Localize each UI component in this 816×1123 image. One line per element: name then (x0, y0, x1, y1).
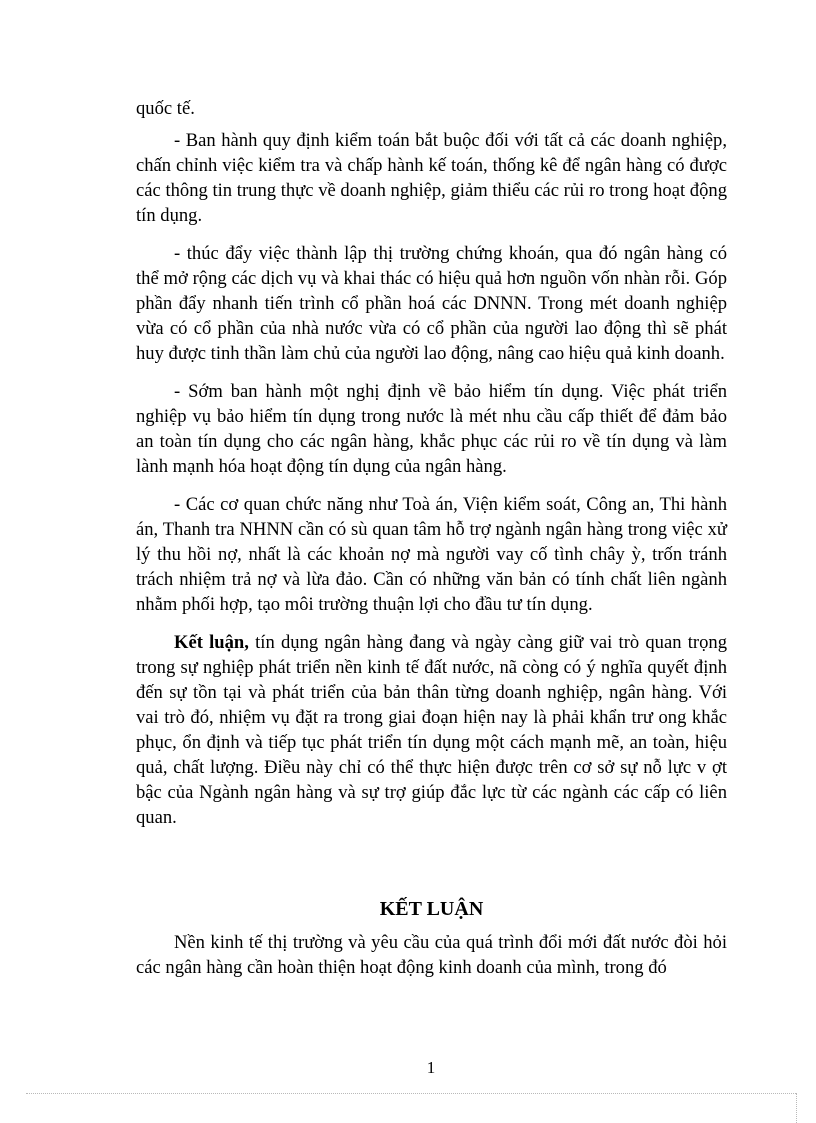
paragraph-final: Nền kinh tế thị trường và yêu cầu của quá trình đổi mới đất nước đòi hỏi các ngân hàng cần hoàn thiện hoạt động kinh doanh của mình, trong đó (136, 932, 727, 978)
section-title: KẾT LUẬN (379, 898, 484, 920)
paragraph-conclusion (136, 630, 727, 830)
continued-line: quốc tế. (136, 98, 195, 119)
conclusion-body: tín dụng ngân hàng đang và ngày càng giữ vai trò quan trọng trong sự nghiệp phát triển nền kinh tế đất nước, nã còng có ý nghĩa quyết định đến sự tồn tại và phát triển của bản thân từng doanh nghiệp, ngân hàng. Với vai trò đó, nhiệm vụ đặt ra trong giai đoạn hiện nay là phải khẩn trư ong khắc phục, ổn định và tiếp tục phát triển tín dụng một cách mạnh mẽ, an toàn, hiệu quả, chất lượng. Điều này chỉ có thể thực hiện được trên cơ sở sự nỗ lực v ợt bậc của Ngành ngân hàng và sự trợ giúp đắc lực từ các ngành các cấp có liên quan. (136, 632, 727, 828)
page-footer-border (26, 1093, 796, 1094)
page-footer-corner (796, 1093, 797, 1123)
final-text (136, 930, 727, 980)
conclusion-lead: Kết luận, (174, 632, 249, 653)
body-text (136, 96, 727, 830)
paragraph-stock-market: - thúc đẩy việc thành lập thị trường chứng khoán, qua đó ngân hàng có thể mở rộng các dịch vụ và khai thác có hiệu quả hơn nguồn vốn nhàn rỗi. Góp phần đẩy nhanh tiến trình cổ phần hoá các DNNN. Trong mét doanh nghiệp vừa có cổ phần của nhà nước vừa có cổ phần của người lao động thì sẽ phát huy được tinh thần làm chủ của người lao động, nâng cao hiệu quả kinh doanh. (136, 243, 727, 364)
paragraph-audit-regulation: - Ban hành quy định kiểm toán bắt buộc đối với tất cả các doanh nghiệp, chấn chỉnh việc kiểm tra và chấp hành kế toán, thống kê để ngân hàng có được các thông tin trung thực về doanh nghiệp, giảm thiểu các rủi ro trong hoạt động tín dụng. (136, 130, 727, 226)
page-number: 1 (426, 1058, 436, 1077)
paragraph-agencies: - Các cơ quan chức năng như Toà án, Viện kiểm soát, Công an, Thi hành án, Thanh tra NHNN cần có sù quan tâm hỗ trợ ngành ngân hàng trong việc xử lý thu hồi nợ, nhất là các khoản nợ mà người vay cố tình chây ỳ, trốn tránh trách nhiệm trả nợ và lừa đảo. Cần có những văn bản có tính chất liên ngành nhằm phối hợp, tạo môi trường thuận lợi cho đầu tư tín dụng. (136, 494, 727, 615)
paragraph-credit-insurance: - Sớm ban hành một nghị định về bảo hiểm tín dụng. Việc phát triển nghiệp vụ bảo hiểm tín dụng trong nước là mét nhu cầu cấp thiết để đảm bảo an toàn tín dụng cho các ngân hàng, khắc phục các rủi ro về tín dụng và làm lành mạnh hóa hoạt động tín dụng của ngân hàng. (136, 381, 727, 477)
